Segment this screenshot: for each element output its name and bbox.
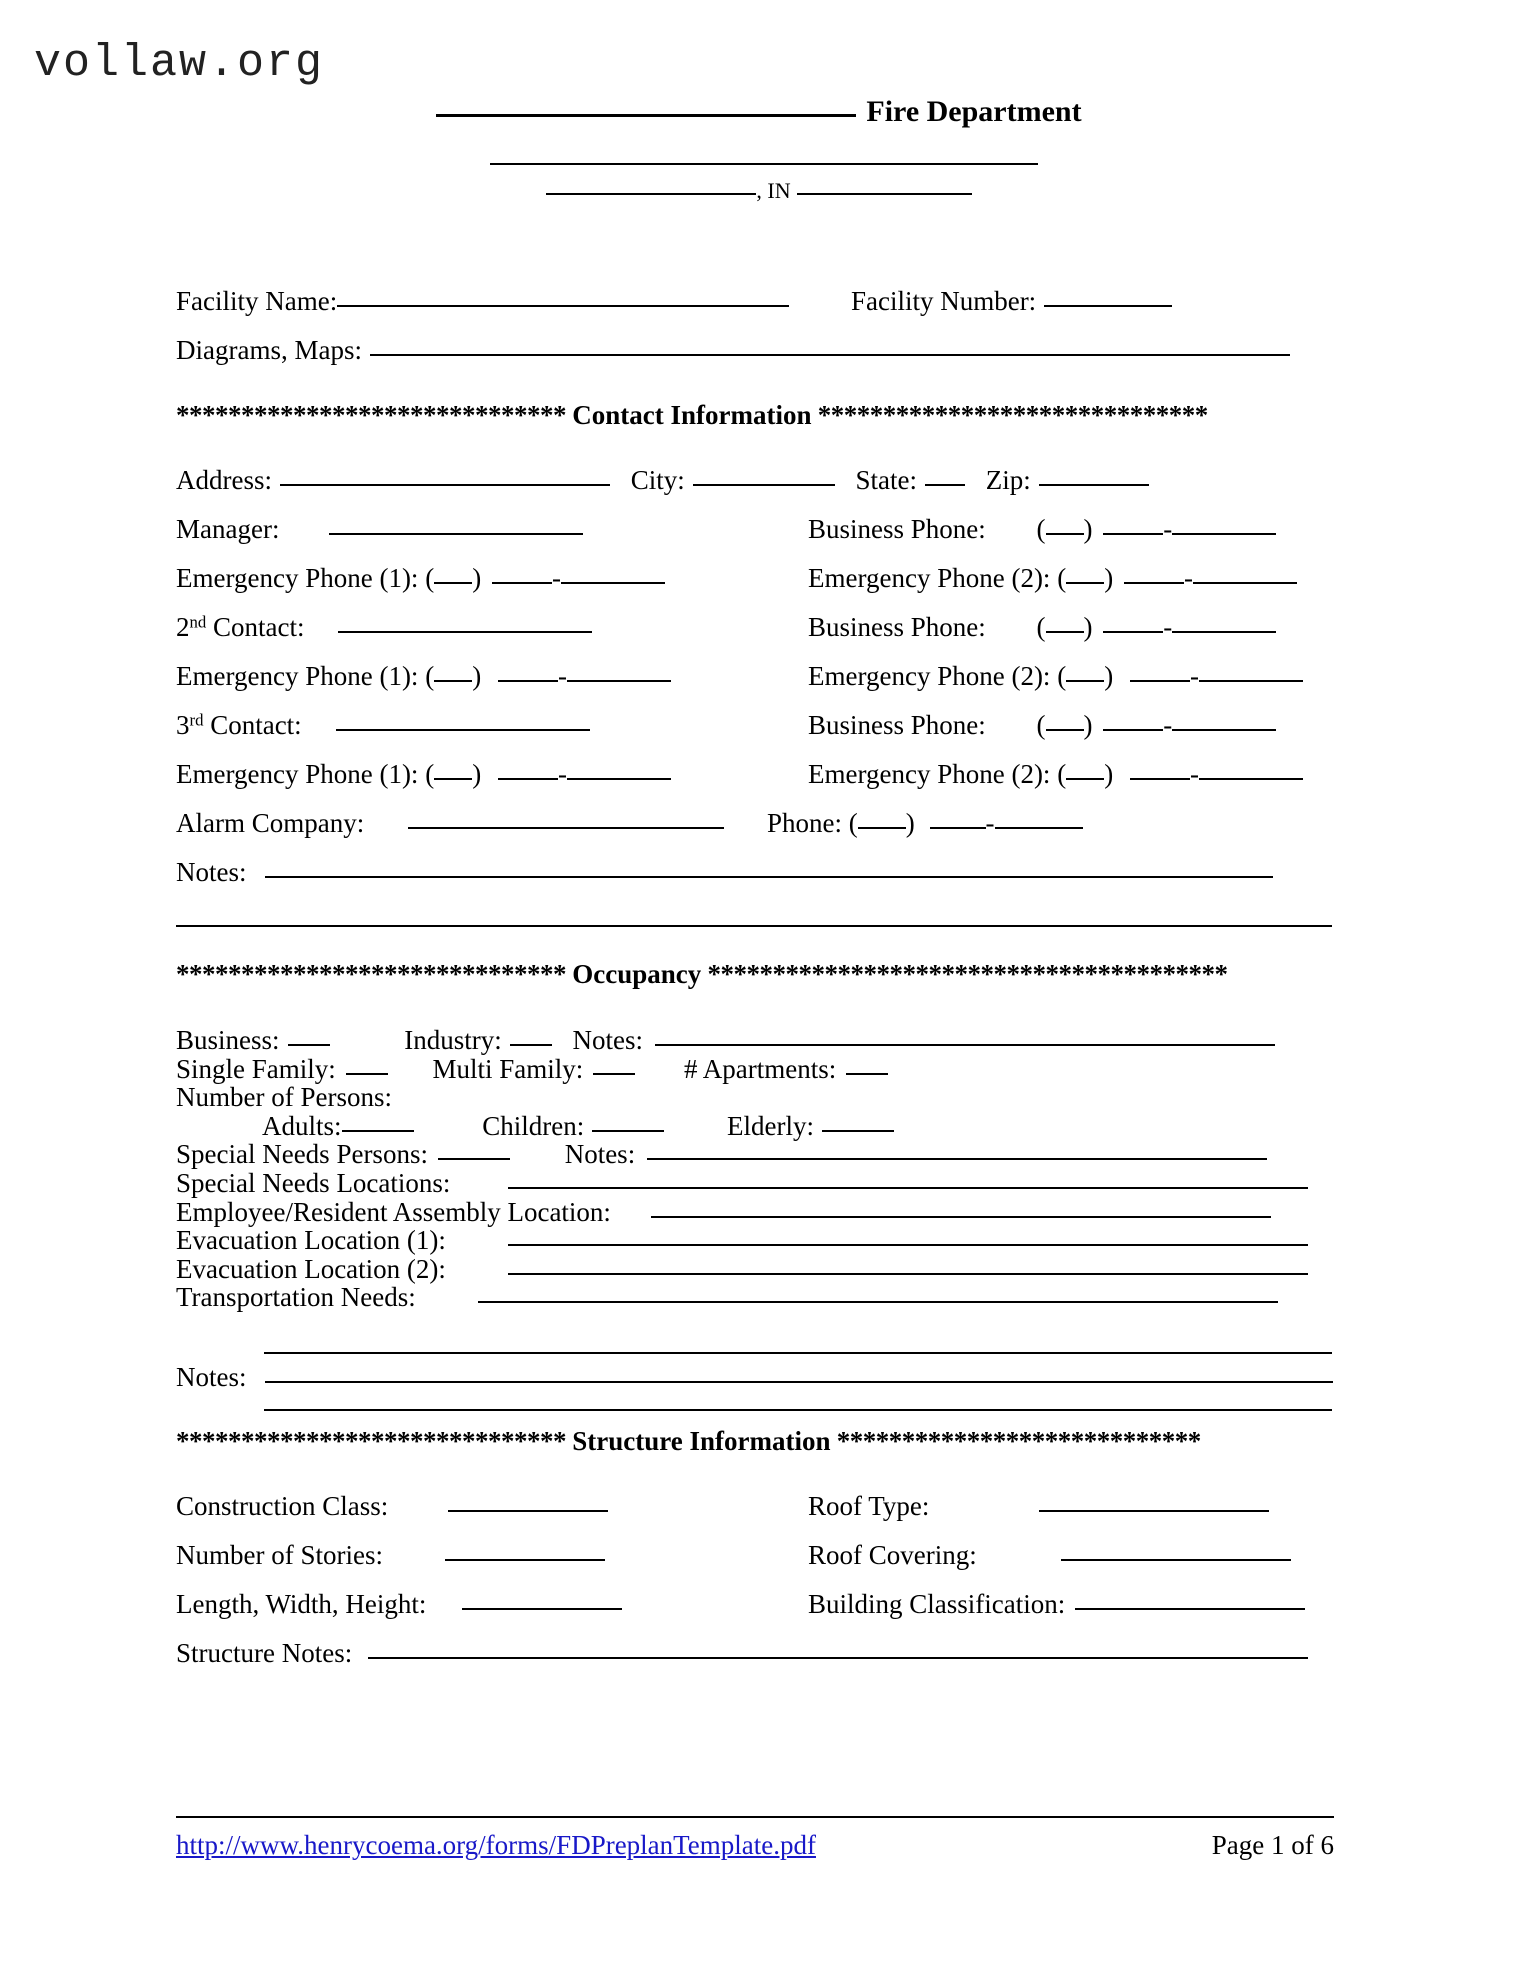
paren-open: ( bbox=[848, 808, 858, 838]
emergency-phones-row-1 bbox=[176, 565, 1332, 592]
occupancy-notes-input[interactable] bbox=[655, 1043, 1275, 1046]
area-code-input[interactable] bbox=[1046, 532, 1084, 535]
alarm-company-input[interactable] bbox=[408, 826, 724, 829]
facility-name-label: Facility Name: bbox=[176, 286, 338, 316]
occupancy-final-notes-input-2[interactable] bbox=[264, 1408, 1332, 1411]
paren-close: ) bbox=[472, 759, 482, 789]
roof-covering-input[interactable] bbox=[1061, 1558, 1291, 1561]
emergency-2-area-input[interactable] bbox=[1066, 581, 1104, 584]
structure-notes-row bbox=[176, 1637, 1332, 1668]
dash: - bbox=[557, 661, 567, 691]
paren-close: ) bbox=[472, 661, 482, 691]
alarm-phone-label: Phone: bbox=[766, 808, 842, 838]
business-phone-label-2: Business Phone: bbox=[808, 612, 986, 642]
evacuation-1-row bbox=[176, 1226, 1332, 1255]
city-label: City: bbox=[630, 465, 685, 495]
third-contact-row bbox=[176, 712, 1332, 739]
manager-row bbox=[176, 516, 1332, 543]
roof-type-label: Roof Type: bbox=[808, 1490, 930, 1521]
form-body bbox=[176, 288, 1332, 1689]
paren-open: ( bbox=[425, 563, 435, 593]
stars-left: ****************************** bbox=[176, 1425, 566, 1456]
manager-input[interactable] bbox=[329, 532, 583, 535]
contact-notes-label: Notes: bbox=[176, 857, 247, 887]
emergency-1c-prefix-input[interactable] bbox=[498, 777, 558, 780]
occupancy-final-notes-input[interactable] bbox=[265, 1380, 1333, 1383]
facility-number-input[interactable] bbox=[1044, 304, 1172, 307]
fire-department-label: Fire Department bbox=[866, 95, 1082, 128]
section-title-occupancy: Occupancy bbox=[572, 959, 702, 989]
emergency-1-suffix-input[interactable] bbox=[561, 581, 665, 584]
transportation-needs-input[interactable] bbox=[478, 1300, 1278, 1303]
emergency-1b-prefix-input[interactable] bbox=[498, 679, 558, 682]
city-input[interactable] bbox=[693, 483, 835, 486]
state-label: State: bbox=[855, 465, 918, 495]
building-classification-input[interactable] bbox=[1075, 1607, 1305, 1610]
section-header-contact bbox=[176, 402, 1332, 429]
source-url-link[interactable]: http://www.henrycoema.org/forms/FDPreplanTemplate.pdf bbox=[176, 1830, 816, 1860]
section-header-occupancy bbox=[176, 961, 1332, 988]
paren-open: ( bbox=[425, 759, 435, 789]
second-contact-label: 2nd Contact: bbox=[176, 612, 305, 642]
emergency-phone-1-label: Emergency Phone (1): bbox=[176, 563, 419, 593]
paren-open: ( bbox=[1036, 612, 1046, 642]
paren-close: ) bbox=[1104, 661, 1114, 691]
header-address-line bbox=[0, 152, 1518, 170]
construction-class-row bbox=[176, 1490, 1332, 1521]
stars-right: **************************** bbox=[836, 1425, 1201, 1456]
adults-input[interactable] bbox=[342, 1129, 414, 1132]
facility-name-input[interactable] bbox=[337, 304, 789, 307]
department-name-blank[interactable] bbox=[436, 114, 856, 117]
alarm-suffix-input[interactable] bbox=[995, 826, 1083, 829]
number-of-stories-input[interactable] bbox=[445, 1558, 605, 1561]
footer-divider bbox=[176, 1816, 1334, 1818]
section-header-structure bbox=[176, 1425, 1332, 1456]
emergency-1c-area-input[interactable] bbox=[434, 777, 472, 780]
assembly-location-label: Employee/Resident Assembly Location: bbox=[176, 1196, 611, 1227]
special-needs-locations-input[interactable] bbox=[508, 1186, 1308, 1189]
dash: - bbox=[985, 808, 995, 838]
emergency-2c-area-input[interactable] bbox=[1066, 777, 1104, 780]
emergency-phones-row-2 bbox=[176, 663, 1332, 690]
emergency-phone-2-label: Emergency Phone (2): bbox=[808, 661, 1051, 691]
dash: - bbox=[1183, 563, 1193, 593]
occupancy-final-notes-row-2 bbox=[176, 1391, 1332, 1420]
zip-blank[interactable] bbox=[797, 193, 972, 195]
assembly-location-row bbox=[176, 1198, 1332, 1227]
occupancy-notes-extra-input[interactable] bbox=[264, 1351, 1332, 1354]
emergency-1-area-input[interactable] bbox=[434, 581, 472, 584]
structure-notes-label: Structure Notes: bbox=[176, 1637, 353, 1668]
adults-label: Adults: bbox=[262, 1110, 342, 1141]
alarm-company-label: Alarm Company: bbox=[176, 808, 365, 838]
emergency-phone-2-label: Emergency Phone (2): bbox=[808, 563, 1051, 593]
emergency-1c-suffix-input[interactable] bbox=[567, 777, 671, 780]
stars-left: ****************************** bbox=[176, 959, 566, 989]
paren-open: ( bbox=[425, 661, 435, 691]
address-label: Address: bbox=[176, 465, 272, 495]
watermark-vollaw: vollaw.org bbox=[34, 38, 325, 89]
family-row bbox=[176, 1055, 1332, 1084]
alarm-company-row bbox=[176, 810, 1332, 837]
special-needs-notes-input[interactable] bbox=[647, 1157, 1267, 1160]
dash: - bbox=[1189, 759, 1199, 789]
special-needs-locations-row bbox=[176, 1169, 1332, 1198]
paren-open: ( bbox=[1057, 661, 1067, 691]
construction-class-label: Construction Class: bbox=[176, 1490, 389, 1521]
alarm-prefix-input[interactable] bbox=[930, 826, 986, 829]
diagrams-maps-label: Diagrams, Maps: bbox=[176, 335, 362, 365]
length-width-height-label: Length, Width, Height: bbox=[176, 1588, 427, 1619]
city-blank[interactable] bbox=[546, 193, 756, 195]
stars-right: **************************************** bbox=[707, 959, 1228, 989]
emergency-phone-1-label: Emergency Phone (1): bbox=[176, 661, 419, 691]
evacuation-1-input[interactable] bbox=[508, 1243, 1308, 1246]
address-input[interactable] bbox=[280, 483, 610, 486]
department-address-blank[interactable] bbox=[490, 163, 1038, 165]
length-width-height-row bbox=[176, 1588, 1332, 1619]
page-footer bbox=[176, 1830, 1334, 1861]
children-input[interactable] bbox=[592, 1129, 664, 1132]
apartments-label: # Apartments: bbox=[684, 1053, 837, 1084]
special-needs-notes-label: Notes: bbox=[564, 1139, 636, 1170]
elderly-input[interactable] bbox=[822, 1129, 894, 1132]
dash: - bbox=[1163, 514, 1173, 544]
section-title-contact: Contact Information bbox=[572, 400, 812, 430]
paren-close: ) bbox=[472, 563, 482, 593]
third-business-prefix-input[interactable] bbox=[1103, 728, 1163, 731]
state-abbrev-label: , IN bbox=[756, 178, 791, 203]
single-family-input[interactable] bbox=[346, 1072, 388, 1075]
emergency-phone-1-label: Emergency Phone (1): bbox=[176, 759, 419, 789]
second-contact-row bbox=[176, 614, 1332, 641]
emergency-2b-prefix-input[interactable] bbox=[1130, 679, 1190, 682]
children-label: Children: bbox=[482, 1110, 585, 1141]
header-department-line bbox=[0, 95, 1518, 129]
dash: - bbox=[1189, 661, 1199, 691]
construction-class-input[interactable] bbox=[448, 1509, 608, 1512]
state-input[interactable] bbox=[925, 483, 965, 486]
contact-notes-input-2[interactable] bbox=[176, 924, 1332, 927]
diagrams-maps-row bbox=[176, 337, 1332, 364]
alarm-area-input[interactable] bbox=[858, 826, 906, 829]
apartments-input[interactable] bbox=[846, 1072, 888, 1075]
evacuation-2-label: Evacuation Location (2): bbox=[176, 1253, 446, 1284]
paren-open: ( bbox=[1057, 759, 1067, 789]
contact-notes-row bbox=[176, 859, 1332, 886]
transportation-needs-row bbox=[176, 1283, 1332, 1312]
emergency-1-prefix-input[interactable] bbox=[492, 581, 552, 584]
stars-right: ****************************** bbox=[817, 400, 1208, 430]
dash: - bbox=[557, 759, 567, 789]
third-contact-label: 3rd Contact: bbox=[176, 710, 302, 740]
phone-prefix-input[interactable] bbox=[1103, 532, 1163, 535]
section-title-structure: Structure Information bbox=[572, 1425, 831, 1456]
special-needs-persons-input[interactable] bbox=[438, 1157, 510, 1160]
single-family-label: Single Family: bbox=[176, 1053, 336, 1084]
occupancy-final-notes-row bbox=[176, 1363, 1332, 1392]
special-needs-locations-label: Special Needs Locations: bbox=[176, 1168, 451, 1199]
special-needs-persons-row bbox=[176, 1140, 1332, 1169]
building-classification-label: Building Classification: bbox=[808, 1588, 1066, 1619]
paren-close: ) bbox=[1104, 563, 1114, 593]
emergency-2-suffix-input[interactable] bbox=[1193, 581, 1297, 584]
business-phone-label-1: Business Phone: bbox=[808, 514, 986, 544]
persons-breakdown-row bbox=[176, 1112, 1332, 1141]
multi-family-input[interactable] bbox=[593, 1072, 635, 1075]
phone-suffix-input[interactable] bbox=[1172, 532, 1276, 535]
assembly-location-input[interactable] bbox=[651, 1215, 1271, 1218]
elderly-label: Elderly: bbox=[727, 1110, 814, 1141]
emergency-phone-2-label: Emergency Phone (2): bbox=[808, 759, 1051, 789]
paren-close: ) bbox=[1083, 710, 1093, 740]
manager-label: Manager: bbox=[176, 514, 280, 544]
emergency-1b-suffix-input[interactable] bbox=[567, 679, 671, 682]
number-of-persons-row bbox=[176, 1083, 1332, 1112]
occupancy-final-notes-label: Notes: bbox=[176, 1361, 247, 1392]
evacuation-2-row bbox=[176, 1255, 1332, 1284]
zip-input[interactable] bbox=[1039, 483, 1149, 486]
industry-label: Industry: bbox=[404, 1025, 502, 1055]
transportation-needs-label: Transportation Needs: bbox=[176, 1282, 416, 1313]
emergency-2b-suffix-input[interactable] bbox=[1199, 679, 1303, 682]
business-label: Business: bbox=[176, 1025, 280, 1055]
address-row bbox=[176, 467, 1332, 494]
dash: - bbox=[1163, 612, 1173, 642]
special-needs-persons-label: Special Needs Persons: bbox=[176, 1139, 428, 1170]
business-industry-row bbox=[176, 1026, 1332, 1055]
second-business-prefix-input[interactable] bbox=[1103, 630, 1163, 633]
emergency-2c-prefix-input[interactable] bbox=[1130, 777, 1190, 780]
number-of-stories-label: Number of Stories: bbox=[176, 1539, 383, 1570]
occupancy-notes-extra-row bbox=[176, 1334, 1332, 1363]
third-business-suffix-input[interactable] bbox=[1172, 728, 1276, 731]
business-input[interactable] bbox=[288, 1043, 330, 1046]
occupancy-notes-label: Notes: bbox=[572, 1025, 644, 1055]
paren-close: ) bbox=[905, 808, 915, 838]
third-contact-input[interactable] bbox=[336, 728, 590, 731]
emergency-phones-row-3 bbox=[176, 761, 1332, 788]
number-of-stories-row bbox=[176, 1539, 1332, 1570]
third-business-area-input[interactable] bbox=[1046, 728, 1084, 731]
facility-number-label: Facility Number: bbox=[850, 286, 1037, 316]
emergency-1b-area-input[interactable] bbox=[434, 679, 472, 682]
second-contact-input[interactable] bbox=[338, 630, 592, 633]
facility-name-row bbox=[176, 288, 1332, 315]
roof-covering-label: Roof Covering: bbox=[808, 1539, 977, 1570]
second-business-area-input[interactable] bbox=[1046, 630, 1084, 633]
paren-open: ( bbox=[1036, 514, 1046, 544]
emergency-2-prefix-input[interactable] bbox=[1124, 581, 1184, 584]
second-business-suffix-input[interactable] bbox=[1172, 630, 1276, 633]
structure-notes-input[interactable] bbox=[368, 1656, 1308, 1659]
dash: - bbox=[551, 563, 561, 593]
dash: - bbox=[1163, 710, 1173, 740]
contact-notes-row-2 bbox=[176, 908, 1332, 935]
emergency-2c-suffix-input[interactable] bbox=[1199, 777, 1303, 780]
length-width-height-input[interactable] bbox=[462, 1607, 622, 1610]
paren-close: ) bbox=[1083, 612, 1093, 642]
diagrams-maps-input[interactable] bbox=[370, 353, 1290, 356]
paren-open: ( bbox=[1057, 563, 1067, 593]
paren-open: ( bbox=[1036, 710, 1046, 740]
number-of-persons-label: Number of Persons: bbox=[176, 1082, 392, 1113]
evacuation-1-label: Evacuation Location (1): bbox=[176, 1225, 446, 1256]
paren-close: ) bbox=[1104, 759, 1114, 789]
industry-input[interactable] bbox=[510, 1043, 552, 1046]
paren-close: ) bbox=[1083, 514, 1093, 544]
roof-type-input[interactable] bbox=[1039, 1509, 1269, 1512]
evacuation-2-input[interactable] bbox=[508, 1272, 1308, 1275]
emergency-2b-area-input[interactable] bbox=[1066, 679, 1104, 682]
business-phone-label-3: Business Phone: bbox=[808, 710, 986, 740]
zip-label: Zip: bbox=[985, 465, 1031, 495]
page-number-label: Page 1 of 6 bbox=[1211, 1830, 1334, 1860]
contact-notes-input[interactable] bbox=[265, 875, 1273, 878]
header-city-state-line bbox=[0, 178, 1518, 204]
stars-left: ****************************** bbox=[176, 400, 566, 430]
multi-family-label: Multi Family: bbox=[432, 1053, 584, 1084]
